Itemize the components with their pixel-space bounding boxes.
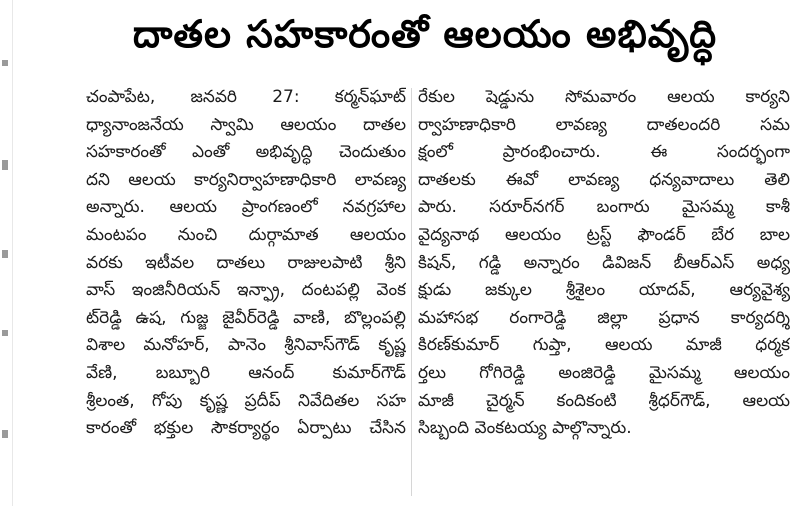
edge-mark [2,430,8,438]
text-line: సహకారంతో ఎంతో అభివృద్ధి చెందుతుం [86,142,406,163]
text-line: అన్నారు. ఆలయ ప్రాంగణంలో నవగ్రహాల [86,197,406,218]
text-line: పారు. సరూర్‌నగర్ బంగారు మైసమ్మ కాశీ [418,197,790,218]
text-line: మంటపం నుంచి దుర్గామాత ఆలయం [86,224,406,245]
text-line: చంపాపేట, జనవరి 27: కర్మన్‌ఘాట్ [86,87,406,107]
text-line: మహాసభ రంగారెడ్డి జిల్లా ప్రధాన కార్యదర్శి [418,307,790,328]
article-headline: దాతల సహకారంతో ఆలయం అభివృద్ధి [132,12,718,56]
text-line: విశాల మనోహర్, పానెం శ్రీనివాస్‌గౌడ్ కృష్ణ [86,335,406,356]
text-line: కారంతో భక్తుల సౌకర్యార్థం ఏర్పాటు చేసిన [86,418,406,439]
text-line: దాతలకు ఈవో లావణ్య ధన్యవాదాలు తెలి [418,169,790,190]
text-line: వేణి, బబ్బూరి ఆనంద్ కుమార్‌గౌడ్ [86,362,406,383]
text-line: క్షంలో ప్రారంభించారు. ఈ సందర్భంగా [418,142,790,163]
edge-mark [2,330,8,336]
text-line: వరకు ఇటీవల దాతలు రాజులపాటి శ్రీని [86,252,406,273]
text-line: ట్‌రెడ్డి ఉష, గుజ్జ జైవీర్‌రెడ్డి వాణి, బొల్లంపల్లి [86,307,406,328]
text-line: శ్రీలంత, గోపు కృష్ణ ప్రదీప్ నివేదితల సహ [86,390,406,411]
text-line: క్షుడు జక్కుల శ్రీశైలం యాదవ్, ఆర్యవైశ్య [418,280,790,301]
text-line: రేకుల షెడ్డును సోమవారం ఆలయ కార్యని [418,87,790,107]
text-line: వైద్యనాథ ఆలయం ట్రస్ట్ ఫౌండర్ బేర బాల [418,224,790,245]
article-column-right [418,84,790,500]
page-left-edge [0,0,13,506]
text-line: వాస్ ఇంజినీరియన్ ఇన్ఫ్రా, దంటపల్లి వెంక [86,280,406,301]
text-line: దని ఆలయ కార్యనిర్వాహణాధికారి లావణ్య [86,169,406,190]
text-line: సిబ్బంది వెంకటయ్య పాల్గొన్నారు. [418,418,632,439]
text-line: ధ్యానాంజనేయ స్వామి ఆలయం దాతల [86,114,406,135]
text-line: కిషన్, గడ్డి అన్నారం డివిజన్ బీఆర్ఎస్ అధ్య [418,252,790,273]
text-line: ర్వాహణాధికారి లావణ్య దాతలందరి సమ [418,114,790,135]
text-line: ర్తలు గోగిరెడ్డి అంజిరెడ్డి మైసమ్మ ఆలయం [418,362,790,383]
article-column-left [86,84,406,500]
text-line: మాజీ చైర్మన్ కందికంటి శ్రీధర్‌గౌడ్, ఆలయ [418,390,790,411]
edge-mark [2,60,8,66]
edge-mark [2,160,8,170]
edge-mark [2,250,8,258]
column-divider [411,88,412,496]
text-line: కిరణ్‌కుమార్ గుప్తా, ఆలయ మాజీ ధర్మక [418,335,790,356]
